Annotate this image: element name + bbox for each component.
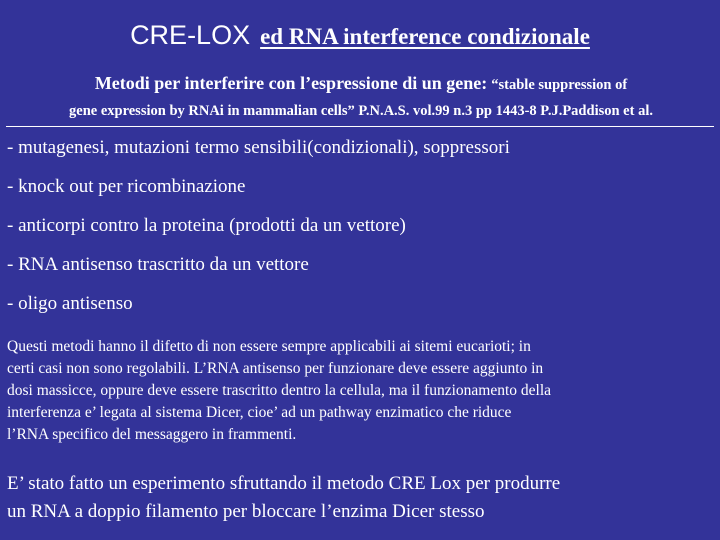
title-main: CRE-LOX [130,20,251,50]
paragraph-line: l’RNA specifico del messaggero in frammenti. [7,426,297,443]
title-sub: ed RNA interference condizionale [260,24,590,49]
bullet-list [7,133,713,328]
paragraph-line: dosi massicce, oppure deve essere trascritto dentro la cellula, ma il funzionamento della [7,382,552,399]
subtitle [8,70,714,124]
explanation-paragraph [7,336,717,446]
paragraph-line: certi casi non sono regolabili. L’RNA antisenso per funzionare deve essere aggiunto in [7,360,544,377]
subtitle-citation-start: “stable suppression of [491,77,628,93]
subtitle-line-2: gene expression by RNAi in mammalian cells” P.N.A.S. vol.99 n.3 pp 1443-8 P.J.Paddison et al. [69,103,653,119]
bullet-item: - oligo antisenso [7,293,133,314]
divider [6,126,714,127]
subtitle-line-1 [8,70,714,98]
conclusion-line: un RNA a doppio filamento per bloccare l’enzima Dicer stesso [7,501,485,522]
bullet-item: - knock out per ricombinazione [7,176,246,197]
paragraph-line: interferenza e’ legata al sistema Dicer, cioe’ ad un pathway enzimatico che riduce [7,404,512,421]
paragraph-line: Questi metodi hanno il difetto di non essere sempre applicabili ai sitemi eucarioti; in [7,338,531,355]
bullet-item: - anticorpi contro la proteina (prodotti da un vettore) [7,215,406,236]
conclusion-line: E’ stato fatto un esperimento sfruttando il metodo CRE Lox per produrre [7,473,561,494]
bullet-item: - RNA antisenso trascritto da un vettore [7,254,309,275]
bullet-item: - mutagenesi, mutazioni termo sensibili(condizionali), soppressori [7,137,510,158]
subtitle-lead: Metodi per interferire con l’espressione di un gene: [94,73,488,93]
conclusion-paragraph [7,470,717,526]
slide-title [0,20,720,51]
